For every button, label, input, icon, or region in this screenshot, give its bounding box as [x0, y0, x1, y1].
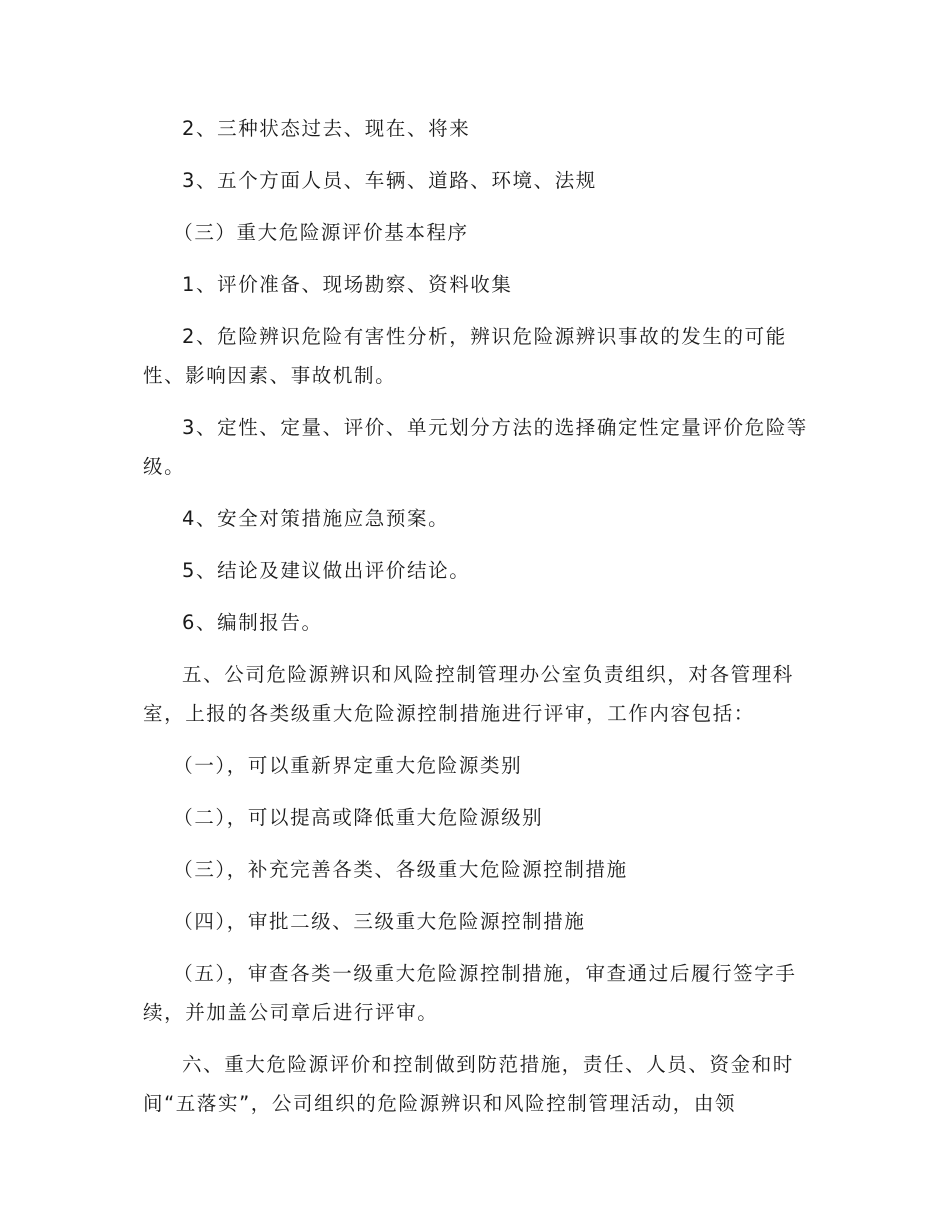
paragraph-1: 2、三种状态过去、现在、将来: [182, 117, 471, 140]
paragraph-7: 5、结论及建议做出评价结论。: [182, 559, 471, 582]
list-item-5: （五），审查各类一级重大危险源控制措施，审查通过后履行签字手续，并加盖公司章后进行评审。: [143, 962, 797, 1024]
paragraph-10: 六、重大危险源评价和控制做到防范措施，责任、人员、资金和时间“五落实”，公司组织的危险源辨识和风险控制管理活动，由领: [143, 1053, 794, 1115]
paragraph-8: 6、编制报告。: [182, 611, 323, 634]
paragraph-9: 五、公司危险源辨识和风险控制管理办公室负责组织，对各管理科室，上报的各类级重大危险源控制措施进行评审，工作内容包括：: [143, 663, 794, 725]
document-body: [143, 109, 808, 1136]
paragraph-5: 3、定性、定量、评价、单元划分方法的选择确定性定量评价危险等级。: [143, 416, 808, 478]
paragraph-4: 2、危险辨识危险有害性分析，辨识危险源辨识事故的发生的可能性、影响因素、事故机制。: [143, 325, 787, 387]
list-item-3: （三），补充完善各类、各级重大危险源控制措施: [173, 858, 628, 881]
list-item-1: （一），可以重新界定重大危险源类别: [173, 754, 523, 777]
paragraph-3: 1、评价准备、现场勘察、资料收集: [182, 273, 513, 296]
section-heading: （三）重大危险源评价基本程序: [173, 221, 469, 244]
paragraph-6: 4、安全对策措施应急预案。: [182, 507, 450, 530]
list-item-2: （二），可以提高或降低重大危险源级别: [173, 806, 544, 829]
list-item-4: （四），审批二级、三级重大危险源控制措施: [173, 910, 586, 933]
paragraph-2: 3、五个方面人员、车辆、道路、环境、法规: [182, 169, 597, 192]
